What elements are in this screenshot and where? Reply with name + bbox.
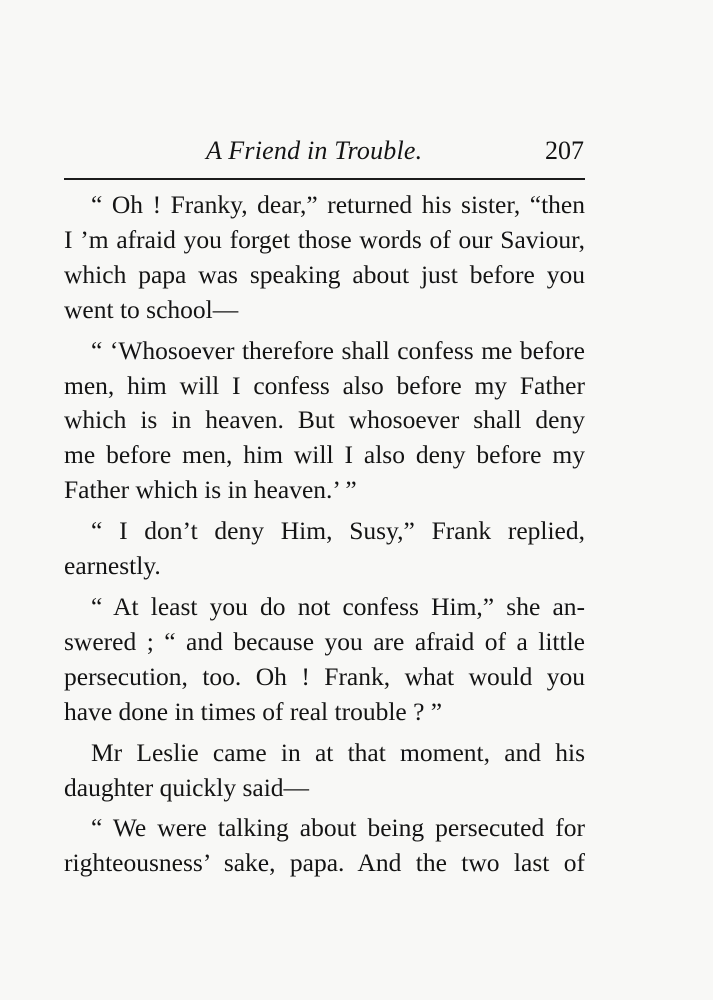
text-line: daughter quickly said— bbox=[64, 772, 310, 802]
text-line: went to school— bbox=[64, 294, 239, 324]
text-line: “ I don’t deny Him, Susy,” Frank replied, bbox=[91, 516, 585, 546]
text-line: me before men, him will I also deny before my bbox=[64, 440, 585, 470]
text-line: “ ‘Whosoever therefore shall confess me before bbox=[91, 335, 585, 365]
paragraph bbox=[64, 514, 585, 584]
text-line: I ’m afraid you forget those words of our Saviour, bbox=[64, 224, 585, 254]
paragraph bbox=[64, 334, 585, 509]
text-line: “ At least you do not confess Him,” she an- bbox=[91, 591, 585, 621]
text-line: Mr Leslie came in at that moment, and his bbox=[91, 737, 585, 767]
header-rule bbox=[64, 178, 585, 180]
text-line: have done in times of real trouble ? ” bbox=[64, 696, 443, 726]
page-number: 207 bbox=[545, 136, 584, 165]
text-line: which papa was speaking about just before you bbox=[64, 259, 585, 289]
paragraph bbox=[64, 188, 585, 328]
paragraph bbox=[64, 811, 585, 881]
text-line: “ We were talking about being persecuted for bbox=[91, 813, 585, 843]
text-line: persecution, too. Oh ! Frank, what would you bbox=[64, 661, 585, 691]
text-line: “ Oh ! Franky, dear,” returned his sister, “then bbox=[91, 190, 585, 219]
text-line: swered ; “ and because you are afraid of a little bbox=[64, 626, 585, 656]
paragraph bbox=[64, 736, 585, 806]
running-title: A Friend in Trouble. bbox=[206, 136, 423, 165]
text-line: earnestly. bbox=[64, 551, 161, 581]
paragraph bbox=[64, 590, 585, 730]
running-head bbox=[64, 132, 586, 172]
text-line: which is in heaven. But whosoever shall deny bbox=[64, 405, 585, 435]
body-text bbox=[64, 188, 585, 881]
text-line: Father which is in heaven.’ ” bbox=[64, 475, 357, 505]
text-line: righteousness’ sake, papa. And the two last of bbox=[64, 848, 585, 878]
text-line: men, him will I confess also before my Father bbox=[64, 370, 585, 400]
